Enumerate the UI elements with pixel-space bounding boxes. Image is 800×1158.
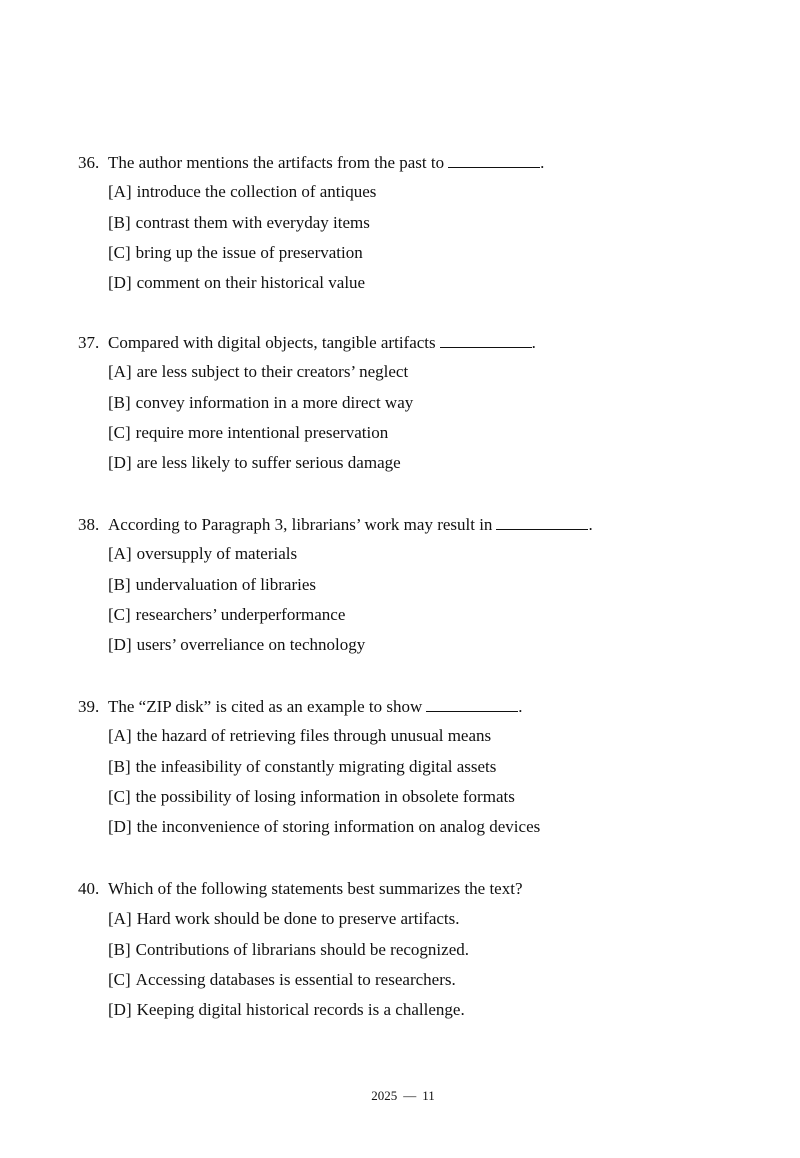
option-c bbox=[108, 970, 718, 990]
option-text: are less likely to suffer serious damage bbox=[136, 453, 401, 473]
question-36 bbox=[78, 152, 718, 293]
question-stem bbox=[78, 514, 718, 534]
option-letter: [A] bbox=[108, 362, 132, 382]
option-a bbox=[108, 909, 718, 929]
footer-page-number: 11 bbox=[422, 1088, 435, 1103]
stem-text: Compared with digital objects, tangible artifacts bbox=[108, 333, 436, 352]
option-list bbox=[108, 182, 718, 293]
option-text: Accessing databases is essential to researchers. bbox=[135, 969, 456, 989]
option-text: Hard work should be done to preserve artifacts. bbox=[136, 909, 460, 929]
option-letter: [C] bbox=[108, 422, 131, 442]
option-letter: [C] bbox=[108, 242, 131, 262]
option-letter: [A] bbox=[108, 726, 132, 746]
option-text: comment on their historical value bbox=[136, 273, 366, 293]
option-text: require more intentional preservation bbox=[135, 422, 389, 442]
question-38 bbox=[78, 514, 718, 655]
option-d bbox=[108, 635, 718, 655]
option-letter: [C] bbox=[108, 969, 131, 989]
option-c bbox=[108, 605, 718, 625]
stem-end: . bbox=[540, 153, 545, 172]
footer-separator: — bbox=[403, 1088, 417, 1103]
question-number: 37. bbox=[78, 333, 100, 352]
option-list bbox=[108, 362, 718, 473]
option-text: contrast them with everyday items bbox=[135, 212, 370, 232]
question-number: 36. bbox=[78, 153, 100, 172]
option-letter: [B] bbox=[108, 212, 131, 232]
option-d bbox=[108, 273, 718, 293]
option-b bbox=[108, 213, 718, 233]
option-a bbox=[108, 544, 718, 564]
option-letter: [D] bbox=[108, 453, 132, 473]
option-text: the inconvenience of storing information on analog devices bbox=[136, 817, 541, 837]
answer-blank bbox=[496, 514, 588, 530]
option-d bbox=[108, 817, 718, 837]
option-c bbox=[108, 423, 718, 443]
question-stem bbox=[78, 879, 718, 899]
option-text: the hazard of retrieving files through unusual means bbox=[136, 726, 492, 746]
option-text: Contributions of librarians should be recognized. bbox=[135, 939, 469, 959]
option-letter: [C] bbox=[108, 786, 131, 806]
option-b bbox=[108, 757, 718, 777]
question-stem bbox=[78, 152, 718, 172]
question-number: 38. bbox=[78, 515, 100, 534]
option-b bbox=[108, 393, 718, 413]
question-40 bbox=[78, 879, 718, 1020]
option-d bbox=[108, 453, 718, 473]
option-text: Keeping digital historical records is a challenge. bbox=[136, 1000, 465, 1020]
option-a bbox=[108, 362, 718, 382]
option-list bbox=[108, 726, 718, 837]
stem-end: . bbox=[531, 333, 536, 352]
option-text: bring up the issue of preservation bbox=[135, 242, 363, 262]
option-a bbox=[108, 182, 718, 202]
option-text: are less subject to their creators’ neglect bbox=[136, 362, 409, 382]
option-c bbox=[108, 787, 718, 807]
stem-end: . bbox=[588, 515, 593, 534]
option-b bbox=[108, 575, 718, 595]
option-letter: [B] bbox=[108, 756, 131, 776]
option-letter: [B] bbox=[108, 939, 131, 959]
option-letter: [D] bbox=[108, 273, 132, 293]
option-letter: [D] bbox=[108, 1000, 132, 1020]
option-text: convey information in a more direct way bbox=[135, 392, 414, 412]
option-text: the possibility of losing information in obsolete formats bbox=[135, 786, 515, 806]
option-letter: [A] bbox=[108, 909, 132, 929]
option-text: oversupply of materials bbox=[136, 544, 298, 564]
option-c bbox=[108, 243, 718, 263]
answer-blank bbox=[426, 696, 518, 712]
stem-text: Which of the following statements best summarizes the text? bbox=[108, 879, 523, 898]
option-list bbox=[108, 909, 718, 1020]
option-d bbox=[108, 1000, 718, 1020]
option-letter: [B] bbox=[108, 392, 131, 412]
question-number: 40. bbox=[78, 879, 100, 898]
answer-blank bbox=[440, 332, 532, 348]
stem-text: The author mentions the artifacts from the past to bbox=[108, 153, 445, 172]
option-list bbox=[108, 544, 718, 655]
option-letter: [A] bbox=[108, 182, 132, 202]
option-a bbox=[108, 726, 718, 746]
option-letter: [B] bbox=[108, 574, 131, 594]
option-text: users’ overreliance on technology bbox=[136, 635, 366, 655]
stem-text: The “ZIP disk” is cited as an example to show bbox=[108, 697, 423, 716]
question-stem bbox=[78, 332, 718, 352]
footer-code: 2025 bbox=[371, 1088, 398, 1103]
option-letter: [D] bbox=[108, 817, 132, 837]
question-number: 39. bbox=[78, 697, 100, 716]
option-b bbox=[108, 940, 718, 960]
question-37 bbox=[78, 332, 718, 473]
stem-text: According to Paragraph 3, librarians’ work may result in bbox=[108, 515, 493, 534]
option-text: the infeasibility of constantly migrating digital assets bbox=[135, 756, 497, 776]
option-letter: [C] bbox=[108, 604, 131, 624]
option-text: undervaluation of libraries bbox=[135, 574, 316, 594]
question-stem bbox=[78, 696, 718, 716]
option-text: introduce the collection of antiques bbox=[136, 182, 377, 202]
option-letter: [A] bbox=[108, 544, 132, 564]
answer-blank bbox=[448, 152, 540, 168]
page-footer bbox=[0, 1088, 800, 1104]
option-text: researchers’ underperformance bbox=[135, 604, 346, 624]
stem-end: . bbox=[518, 697, 523, 716]
question-39 bbox=[78, 696, 718, 837]
option-letter: [D] bbox=[108, 635, 132, 655]
